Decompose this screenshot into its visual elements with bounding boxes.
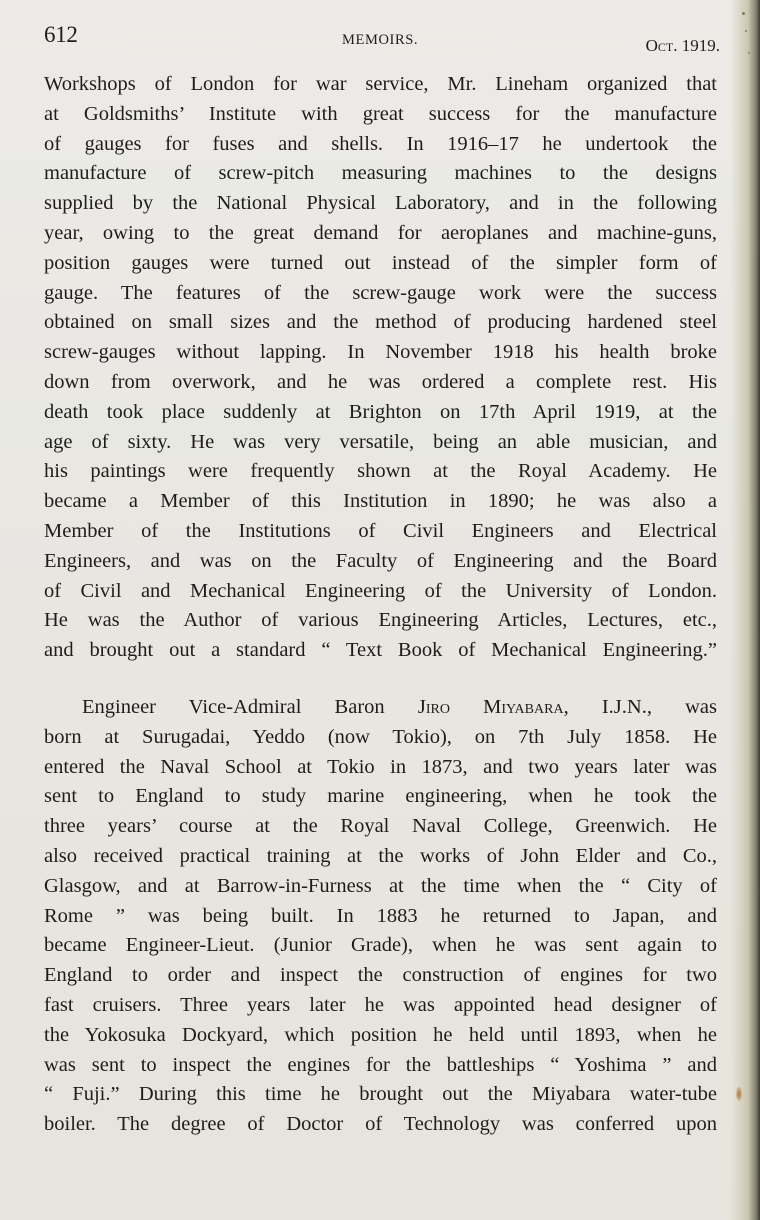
text-line: entered the Naval School at Tokio in 1873, and two years later was: [44, 755, 717, 778]
text-line: was sent to inspect the engines for the battleships “ Yoshima ” and: [44, 1053, 717, 1076]
text-line: became Engineer-Lieut. (Junior Grade), when he was sent again to: [44, 934, 717, 957]
text-line: death took place suddenly at Brighton on 17th April 1919, at the: [44, 400, 717, 423]
text-line: position gauges were turned out instead of the simpler form of: [44, 251, 717, 274]
paper-speck: [748, 52, 750, 54]
text-line: “ Fuji.” During this time he brought out the Miyabara water-tube: [44, 1083, 717, 1106]
running-head: [44, 22, 720, 55]
text-line: obtained on small sizes and the method of producing hardened steel: [44, 311, 717, 334]
text-line: and brought out a standard “ Text Book of Mechanical Engineering.”: [44, 639, 717, 662]
paper-speck: [742, 12, 745, 15]
text-line: down from overwork, and he was ordered a complete rest. His: [44, 370, 717, 393]
text-line: three years’ course at the Royal Naval College, Greenwich. He: [44, 815, 717, 838]
issue-year: 1919.: [681, 36, 720, 55]
text-line: his paintings were frequently shown at the Royal Academy. He: [44, 460, 717, 483]
text-line: screw-gauges without lapping. In November 1918 his health broke: [44, 341, 717, 364]
memoir-paragraph-lineham: [44, 70, 717, 666]
text-line: born at Surugadai, Yeddo (now Tokio), on 7th July 1858. He: [44, 725, 717, 748]
text-line: age of sixty. He was very versatile, being an able musician, and: [44, 430, 717, 453]
text-line: fast cruisers. Three years later he was appointed head designer of: [44, 993, 717, 1016]
text-run: Engineer Vice-Admiral Baron: [82, 696, 385, 718]
text-line: of gauges for fuses and shells. In 1916–17 he undertook the: [44, 132, 717, 155]
text-run: , I.J.N., was: [563, 696, 718, 718]
text-line: Engineers, and was on the Faculty of Engineering and the Board: [44, 549, 717, 572]
text-line: at Goldsmiths’ Institute with great success for the manufacture: [44, 102, 717, 125]
text-line: year, owing to the great demand for aeroplanes and machine-guns,: [44, 221, 717, 244]
text-line: Rome ” was being built. In 1883 he returned to Japan, and: [44, 904, 717, 927]
issue-month: Oct.: [645, 36, 678, 55]
issue-date: [646, 36, 720, 56]
text-line: supplied by the National Physical Laboratory, and in the following: [44, 192, 717, 215]
text-line-first: [44, 693, 717, 723]
subject-name: Jiro Miyabara: [417, 696, 564, 718]
text-line: He was the Author of various Engineering Articles, Lectures, etc.,: [44, 609, 717, 632]
text-line: became a Member of this Institution in 1890; he was also a: [44, 490, 717, 513]
text-line: England to order and inspect the construction of engines for two: [44, 964, 717, 987]
text-line: manufacture of screw-pitch measuring machines to the designs: [44, 162, 717, 185]
text-line: also received practical training at the works of John Elder and Co.,: [44, 844, 717, 867]
text-line: Glasgow, and at Barrow-in-Furness at the time when the “ City of: [44, 874, 717, 897]
page-number: 612: [44, 22, 78, 47]
text-line: Member of the Institutions of Civil Engineers and Electrical: [44, 519, 717, 542]
text-line: gauge. The features of the screw-gauge work were the success: [44, 281, 717, 304]
section-title: MEMOIRS.: [342, 32, 419, 48]
text-line: the Yokosuka Dockyard, which position he held until 1893, when he: [44, 1023, 717, 1046]
text-line: Workshops of London for war service, Mr. Lineham organized that: [44, 73, 717, 95]
text-line: sent to England to study marine engineering, when he took the: [44, 785, 717, 808]
text-line: boiler. The degree of Doctor of Technology was conferred upon: [44, 1113, 717, 1136]
memoir-paragraph-miyabara: [44, 693, 717, 1140]
text-line: of Civil and Mechanical Engineering of the University of London.: [44, 579, 717, 602]
paper-speck: [745, 30, 747, 32]
paper-stain: [736, 1087, 742, 1101]
